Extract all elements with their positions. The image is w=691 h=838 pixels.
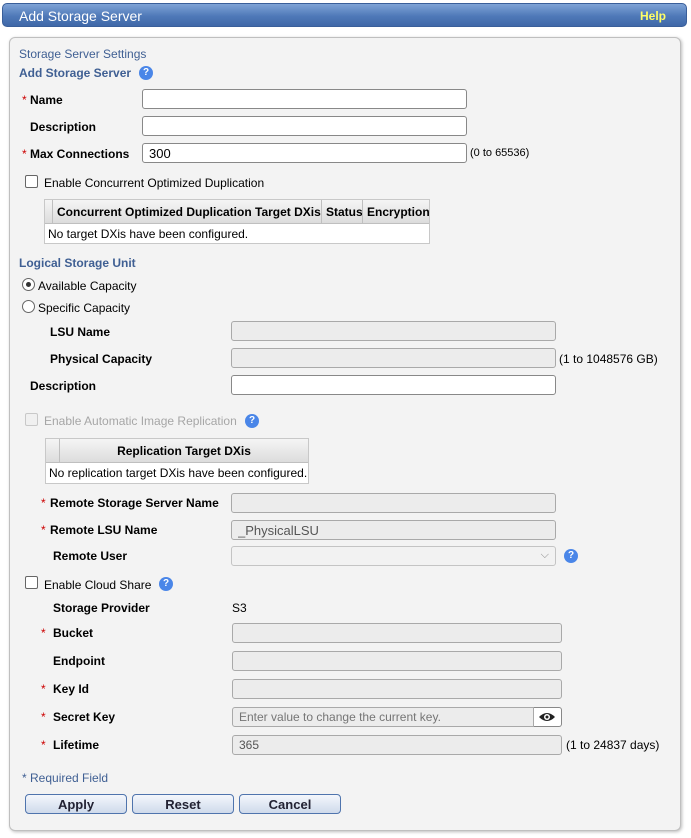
- remote-lsu-name-input[interactable]: [231, 520, 556, 540]
- window-title: Add Storage Server: [19, 8, 142, 24]
- column-header[interactable]: Concurrent Optimized Duplication Target DXis: [52, 200, 321, 223]
- storage-provider-value: S3: [232, 601, 247, 615]
- bucket-input[interactable]: [232, 623, 562, 643]
- endpoint-label: Endpoint: [53, 654, 105, 668]
- table-header: [45, 200, 429, 224]
- auto-image-replication-checkbox[interactable]: [25, 413, 38, 426]
- key-id-input[interactable]: [232, 679, 562, 699]
- lsu-name-input[interactable]: [231, 321, 556, 341]
- column-header[interactable]: Encryption: [362, 200, 429, 223]
- remote-lsu-name-label: Remote LSU Name: [50, 523, 158, 537]
- available-capacity-radio[interactable]: [22, 278, 35, 291]
- reset-button[interactable]: Reset: [132, 794, 234, 814]
- physical-capacity-input[interactable]: [231, 348, 556, 368]
- required-marker: *: [41, 682, 46, 696]
- concurrent-targets-table: [44, 199, 430, 244]
- remote-storage-server-input[interactable]: [231, 493, 556, 513]
- chevron-down-icon: ⌵: [540, 549, 549, 561]
- max-connections-input[interactable]: [142, 143, 467, 163]
- specific-capacity-label: Specific Capacity: [38, 301, 131, 315]
- available-capacity-label: Available Capacity: [38, 279, 137, 293]
- lsu-description-label: Description: [30, 379, 97, 393]
- apply-button[interactable]: Apply: [25, 794, 127, 814]
- eye-icon: [534, 708, 560, 726]
- secret-key-label: Secret Key: [53, 710, 116, 724]
- help-icon[interactable]: ?: [564, 549, 578, 563]
- column-header[interactable]: Replication Target DXis: [59, 439, 308, 462]
- section-storage-server-settings: Storage Server Settings: [19, 47, 147, 61]
- bucket-label: Bucket: [53, 626, 94, 640]
- endpoint-input[interactable]: [232, 651, 562, 671]
- max-connections-label: Max Connections: [30, 147, 130, 161]
- table-empty-row: No replication target DXis have been configured.: [49, 466, 308, 480]
- specific-capacity-radio[interactable]: [22, 300, 35, 313]
- required-marker: *: [41, 626, 46, 640]
- help-link[interactable]: Help: [639, 9, 666, 23]
- show-secret-button[interactable]: [534, 707, 562, 727]
- remote-storage-server-label: Remote Storage Server Name: [50, 496, 219, 510]
- lifetime-hint: (1 to 24837 days): [566, 738, 660, 752]
- description-input[interactable]: [142, 116, 467, 136]
- section-logical-storage-unit: Logical Storage Unit: [19, 256, 136, 270]
- description-label: Description: [30, 120, 97, 134]
- lifetime-input[interactable]: [232, 735, 562, 755]
- name-label: Name: [30, 93, 63, 107]
- table-header: [46, 439, 308, 463]
- physical-capacity-label: Physical Capacity: [50, 352, 153, 366]
- table-empty-row: No target DXis have been configured.: [48, 227, 249, 241]
- table-header-spacer: [45, 200, 52, 223]
- concurrent-duplication-label: Enable Concurrent Optimized Duplication: [44, 176, 265, 190]
- required-marker: *: [41, 523, 46, 537]
- window-titlebar: [2, 3, 687, 27]
- cancel-button[interactable]: Cancel: [239, 794, 341, 814]
- required-marker: *: [22, 147, 27, 161]
- lsu-description-input[interactable]: [231, 375, 556, 395]
- required-marker: *: [41, 496, 46, 510]
- help-icon[interactable]: ?: [159, 577, 173, 591]
- concurrent-duplication-checkbox[interactable]: [25, 175, 38, 188]
- required-marker: *: [41, 738, 46, 752]
- section-add-storage-server: Add Storage Server: [19, 66, 132, 80]
- column-header[interactable]: Status: [321, 200, 362, 223]
- replication-targets-table: [45, 438, 309, 484]
- table-header-spacer: [46, 439, 59, 462]
- auto-image-replication-label: Enable Automatic Image Replication: [44, 414, 237, 428]
- remote-user-label: Remote User: [53, 549, 128, 563]
- remote-user-select[interactable]: [231, 546, 556, 566]
- storage-provider-label: Storage Provider: [53, 601, 150, 615]
- physical-capacity-hint: (1 to 1048576 GB): [559, 352, 658, 366]
- required-marker: *: [41, 710, 46, 724]
- help-icon[interactable]: ?: [139, 66, 153, 80]
- help-icon[interactable]: ?: [245, 414, 259, 428]
- required-field-note: * Required Field: [22, 771, 109, 785]
- name-input[interactable]: [142, 89, 467, 109]
- lifetime-label: Lifetime: [53, 738, 100, 752]
- max-connections-hint: (0 to 65536): [470, 147, 530, 159]
- key-id-label: Key Id: [53, 682, 90, 696]
- required-marker: *: [22, 93, 27, 107]
- cloud-share-label: Enable Cloud Share: [44, 578, 152, 592]
- secret-key-input[interactable]: [232, 707, 534, 727]
- lsu-name-label: LSU Name: [50, 325, 111, 339]
- cloud-share-checkbox[interactable]: [25, 576, 38, 589]
